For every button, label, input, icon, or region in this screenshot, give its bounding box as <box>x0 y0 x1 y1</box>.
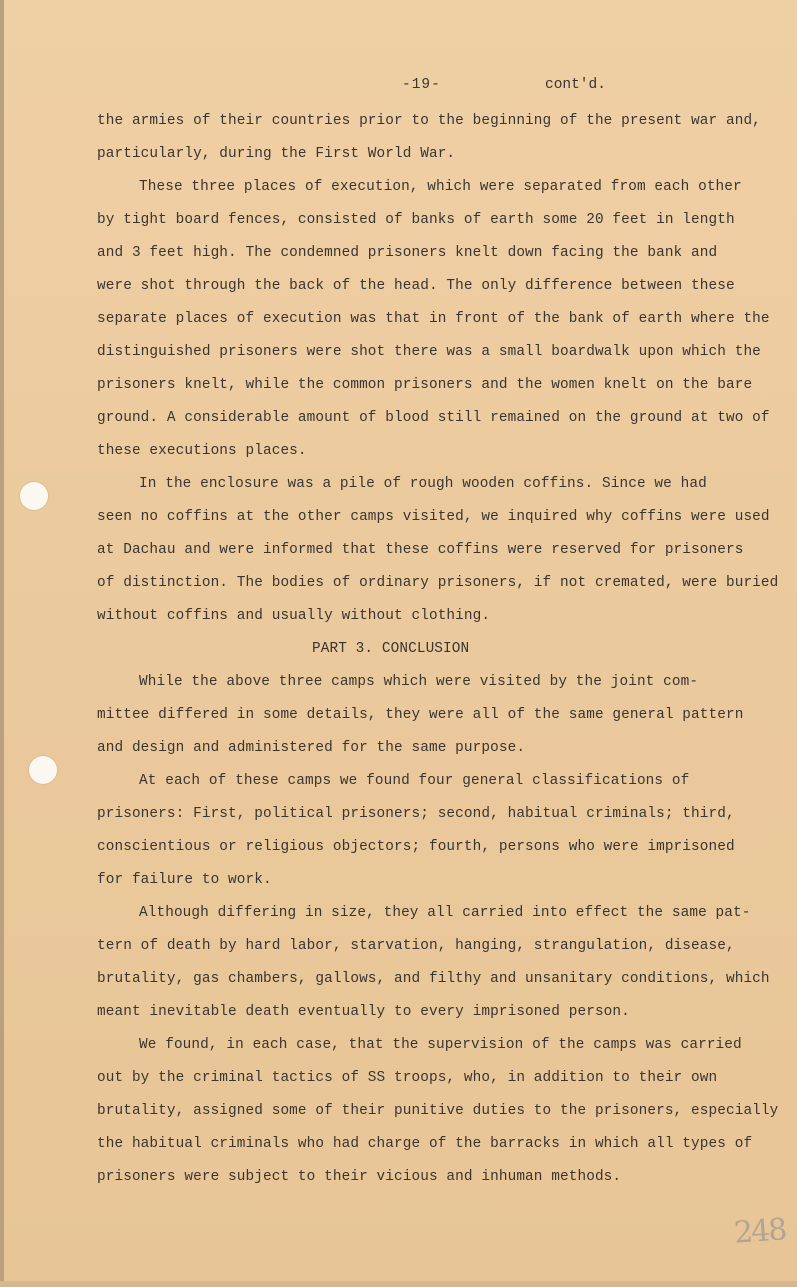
text-line: ground. A considerable amount of blood still remained on the ground at two of <box>97 410 770 426</box>
text-line: conscientious or religious objectors; fourth, persons who were imprisoned <box>97 839 735 855</box>
text-line: were shot through the back of the head. The only difference between these <box>97 278 735 294</box>
punch-hole-bottom <box>29 756 57 784</box>
text-line: these executions places. <box>97 443 307 459</box>
text-line: at Dachau and were informed that these coffins were reserved for prisoners <box>97 542 744 558</box>
text-line: distinguished prisoners were shot there was a small boardwalk upon which the <box>97 344 761 360</box>
text-line: These three places of execution, which were separated from each other <box>139 179 742 195</box>
text-line: for failure to work. <box>97 872 272 888</box>
body-text <box>97 105 779 1194</box>
text-line: without coffins and usually without clothing. <box>97 608 491 624</box>
punch-hole-top <box>20 482 48 510</box>
text-line: brutality, gas chambers, gallows, and filthy and unsanitary conditions, which <box>97 971 770 987</box>
text-line: the habitual criminals who had charge of the barracks in which all types of <box>97 1136 753 1152</box>
text-line: Although differing in size, they all carried into effect the same pat- <box>139 905 751 921</box>
scan-edge-left <box>0 0 4 1287</box>
text-line: of distinction. The bodies of ordinary prisoners, if not cremated, were buried <box>97 575 779 591</box>
text-line: by tight board fences, consisted of banks of earth some 20 feet in length <box>97 212 735 228</box>
text-line: We found, in each case, that the supervision of the camps was carried <box>139 1037 742 1053</box>
text-line: out by the criminal tactics of SS troops, who, in addition to their own <box>97 1070 718 1086</box>
text-line: tern of death by hard labor, starvation, hanging, strangulation, disease, <box>97 938 735 954</box>
page-header <box>0 77 797 99</box>
text-line: mittee differed in some details, they were all of the same general pattern <box>97 707 744 723</box>
section-heading: PART 3. CONCLUSION <box>312 641 470 657</box>
text-line: separate places of execution was that in front of the bank of earth where the <box>97 311 770 327</box>
text-line: and 3 feet high. The condemned prisoners knelt down facing the bank and <box>97 245 718 261</box>
text-line: While the above three camps which were visited by the joint com- <box>139 674 699 690</box>
text-line: seen no coffins at the other camps visited, we inquired why coffins were used <box>97 509 770 525</box>
text-line: prisoners: First, political prisoners; second, habitual criminals; third, <box>97 806 735 822</box>
scan-edge-bottom <box>0 1281 797 1287</box>
continued-marker: cont'd. <box>545 77 606 93</box>
text-line: prisoners knelt, while the common prisoners and the women knelt on the bare <box>97 377 753 393</box>
text-line: brutality, assigned some of their punitive duties to the prisoners, especially <box>97 1103 779 1119</box>
text-line: prisoners were subject to their vicious and inhuman methods. <box>97 1169 622 1185</box>
page-number: -19- <box>402 77 441 93</box>
handwritten-page-annotation: 248 <box>732 1212 787 1251</box>
text-line: At each of these camps we found four general classifications of <box>139 773 690 789</box>
text-line: particularly, during the First World War. <box>97 146 456 162</box>
text-line: In the enclosure was a pile of rough wooden coffins. Since we had <box>139 476 707 492</box>
text-line: and design and administered for the same purpose. <box>97 740 526 756</box>
text-line: meant inevitable death eventually to every imprisoned person. <box>97 1004 630 1020</box>
text-line: the armies of their countries prior to the beginning of the present war and, <box>97 113 761 129</box>
